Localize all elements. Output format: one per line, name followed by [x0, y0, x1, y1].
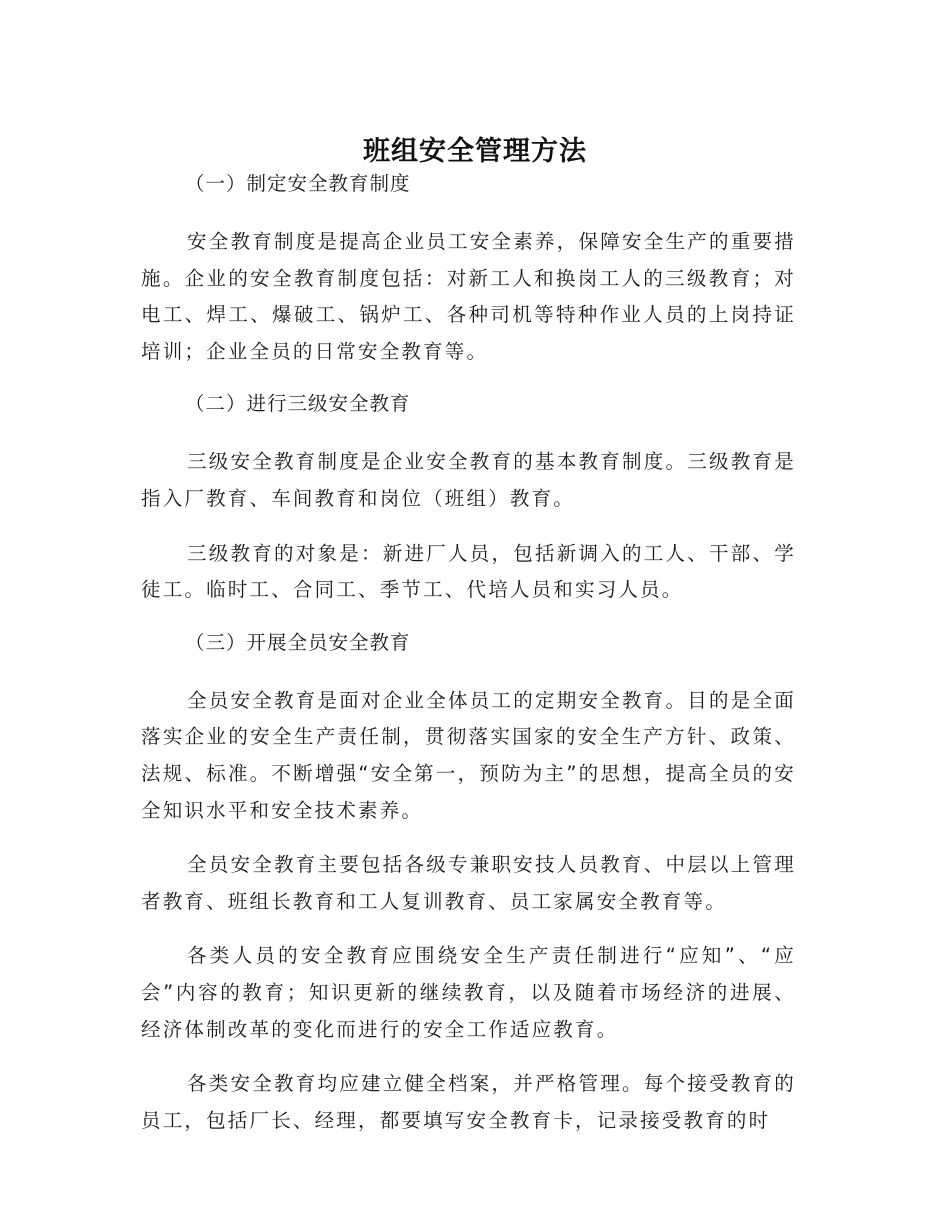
paragraph-3: 三级教育的对象是：新进厂人员，包括新调入的工人、干部、学徒工。临时工、合同工、季节工、代培人员和实习人员。: [141, 541, 796, 602]
section-heading-1: （一）制定安全教育制度: [185, 172, 411, 195]
paragraph-6: 各类人员的安全教育应围绕安全生产责任制进行“应知”、“应会”内容的教育；知识更新的继续教育，以及随着市场经济的进展、经济体制改革的变化而进行的安全工作适应教育。: [141, 944, 796, 1041]
section-heading-2: （二）进行三级安全教育: [185, 392, 411, 416]
paragraph-2: 三级安全教育制度是企业安全教育的基本教育制度。三级教育是指入厂教育、车间教育和岗位（班组）教育。: [141, 450, 796, 510]
section-heading-3: （三）开展全员安全教育: [185, 630, 411, 654]
document-body: [141, 170, 796, 1139]
paragraph-4: 全员安全教育是面对企业全体员工的定期安全教育。目的是全面落实企业的安全生产责任制，贯彻落实国家的安全生产方针、政策、法规、标准。不断增强“安全第一，预防为主”的思想，提高全员的安全知识水平和安全技术素养。: [141, 688, 796, 822]
page-title: 班组安全管理方法: [363, 136, 587, 168]
paragraph-1: 安全教育制度是提高企业员工安全素养，保障安全生产的重要措施。企业的安全教育制度包括：对新工人和换岗工人的三级教育；对电工、焊工、爆破工、锅炉工、各种司机等特种作业人员的上岗持证培训；企业全员的日常安全教育等。: [141, 230, 796, 363]
paragraph-5: 全员安全教育主要包括各级专兼职安技人员教育、中层以上管理者教育、班组长教育和工人复训教育、员工家属安全教育等。: [141, 853, 796, 913]
paragraph-7: 各类安全教育均应建立健全档案，并严格管理。每个接受教育的员工，包括厂长、经理，都要填写安全教育卡，记录接受教育的时: [141, 1072, 796, 1132]
